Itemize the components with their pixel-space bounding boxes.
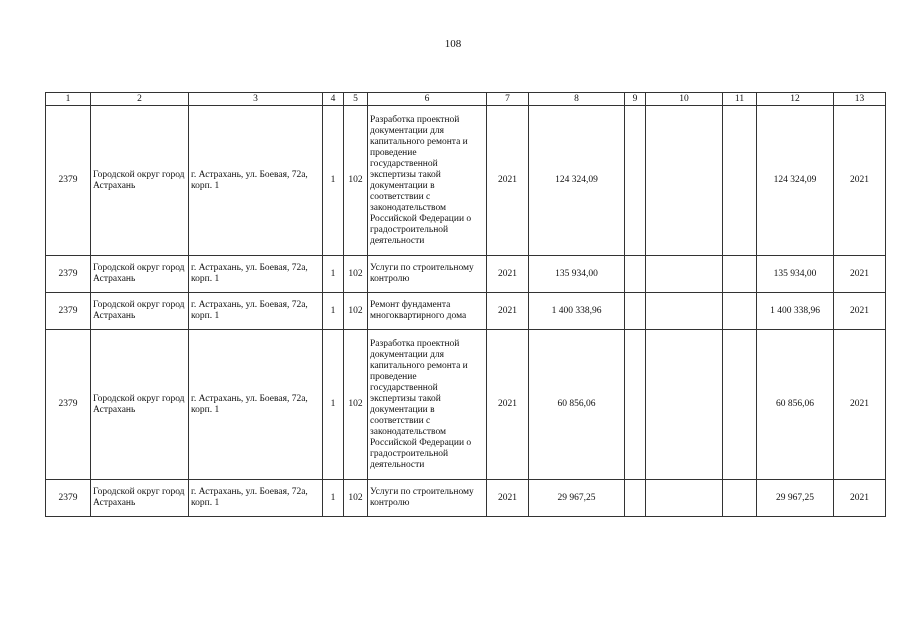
cell-id: 2379: [46, 256, 91, 293]
cell-col9: [625, 480, 646, 517]
cell-year: 2021: [487, 293, 529, 330]
cell-col9: [625, 256, 646, 293]
cell-year-end: 2021: [834, 293, 886, 330]
cell-cost: 124 324,09: [529, 106, 625, 256]
cell-col4: 1: [323, 293, 344, 330]
cell-col10: [646, 330, 723, 480]
cell-id: 2379: [46, 330, 91, 480]
cell-col9: [625, 293, 646, 330]
cell-total: 29 967,25: [757, 480, 834, 517]
cell-col11: [723, 106, 757, 256]
cell-address: г. Астрахань, ул. Боевая, 72а, корп. 1: [189, 480, 323, 517]
header-row: [46, 93, 886, 106]
cell-address: г. Астрахань, ул. Боевая, 72а, корп. 1: [189, 106, 323, 256]
cell-cost: 1 400 338,96: [529, 293, 625, 330]
cell-total: 1 400 338,96: [757, 293, 834, 330]
cell-cost: 60 856,06: [529, 330, 625, 480]
column-header: 2: [91, 93, 189, 106]
column-header: 4: [323, 93, 344, 106]
cell-work-description: Услуги по строительному контролю: [368, 480, 487, 517]
cell-col4: 1: [323, 480, 344, 517]
cell-col10: [646, 293, 723, 330]
cell-col4: 1: [323, 256, 344, 293]
cell-year: 2021: [487, 106, 529, 256]
cell-col11: [723, 330, 757, 480]
cell-work-description: Разработка проектной документации для капитального ремонта и проведение государственной экспертизы такой документации в соответствии с законодательством Российской Федерации о градостроительной деятельности: [368, 330, 487, 480]
cell-col5: 102: [344, 330, 368, 480]
table-row: [46, 256, 886, 293]
cell-municipality: Городской округ город Астрахань: [91, 293, 189, 330]
cell-col5: 102: [344, 106, 368, 256]
column-header: 13: [834, 93, 886, 106]
cell-total: 135 934,00: [757, 256, 834, 293]
cell-col11: [723, 293, 757, 330]
table-row: [46, 480, 886, 517]
cell-col9: [625, 330, 646, 480]
cell-municipality: Городской округ город Астрахань: [91, 106, 189, 256]
cell-work-description: Ремонт фундамента многоквартирного дома: [368, 293, 487, 330]
table-row: [46, 330, 886, 480]
cell-year-end: 2021: [834, 330, 886, 480]
column-header: 5: [344, 93, 368, 106]
cell-municipality: Городской округ город Астрахань: [91, 256, 189, 293]
cell-id: 2379: [46, 293, 91, 330]
page-number: 108: [444, 38, 462, 50]
cell-year-end: 2021: [834, 256, 886, 293]
data-table: [45, 92, 886, 517]
cell-total: 124 324,09: [757, 106, 834, 256]
cell-col10: [646, 106, 723, 256]
column-header: 12: [757, 93, 834, 106]
cell-col5: 102: [344, 293, 368, 330]
cell-address: г. Астрахань, ул. Боевая, 72а, корп. 1: [189, 256, 323, 293]
cell-year: 2021: [487, 256, 529, 293]
cell-year-end: 2021: [834, 106, 886, 256]
cell-col5: 102: [344, 480, 368, 517]
cell-total: 60 856,06: [757, 330, 834, 480]
cell-work-description: Разработка проектной документации для капитального ремонта и проведение государственной экспертизы такой документации в соответствии с законодательством Российской Федерации о градостроительной деятельности: [368, 106, 487, 256]
cell-year: 2021: [487, 330, 529, 480]
cell-col5: 102: [344, 256, 368, 293]
cell-year-end: 2021: [834, 480, 886, 517]
cell-id: 2379: [46, 106, 91, 256]
cell-col11: [723, 480, 757, 517]
cell-col10: [646, 480, 723, 517]
table-row: [46, 293, 886, 330]
cell-municipality: Городской округ город Астрахань: [91, 480, 189, 517]
table-row: [46, 106, 886, 256]
cell-cost: 29 967,25: [529, 480, 625, 517]
cell-col9: [625, 106, 646, 256]
cell-cost: 135 934,00: [529, 256, 625, 293]
cell-address: г. Астрахань, ул. Боевая, 72а, корп. 1: [189, 293, 323, 330]
cell-col4: 1: [323, 106, 344, 256]
column-header: 1: [46, 93, 91, 106]
column-header: 6: [368, 93, 487, 106]
cell-year: 2021: [487, 480, 529, 517]
cell-col10: [646, 256, 723, 293]
column-header: 8: [529, 93, 625, 106]
column-header: 3: [189, 93, 323, 106]
cell-col4: 1: [323, 330, 344, 480]
column-header: 9: [625, 93, 646, 106]
column-header: 10: [646, 93, 723, 106]
cell-col11: [723, 256, 757, 293]
cell-address: г. Астрахань, ул. Боевая, 72а, корп. 1: [189, 330, 323, 480]
cell-municipality: Городской округ город Астрахань: [91, 330, 189, 480]
cell-work-description: Услуги по строительному контролю: [368, 256, 487, 293]
column-header: 7: [487, 93, 529, 106]
cell-id: 2379: [46, 480, 91, 517]
column-header: 11: [723, 93, 757, 106]
